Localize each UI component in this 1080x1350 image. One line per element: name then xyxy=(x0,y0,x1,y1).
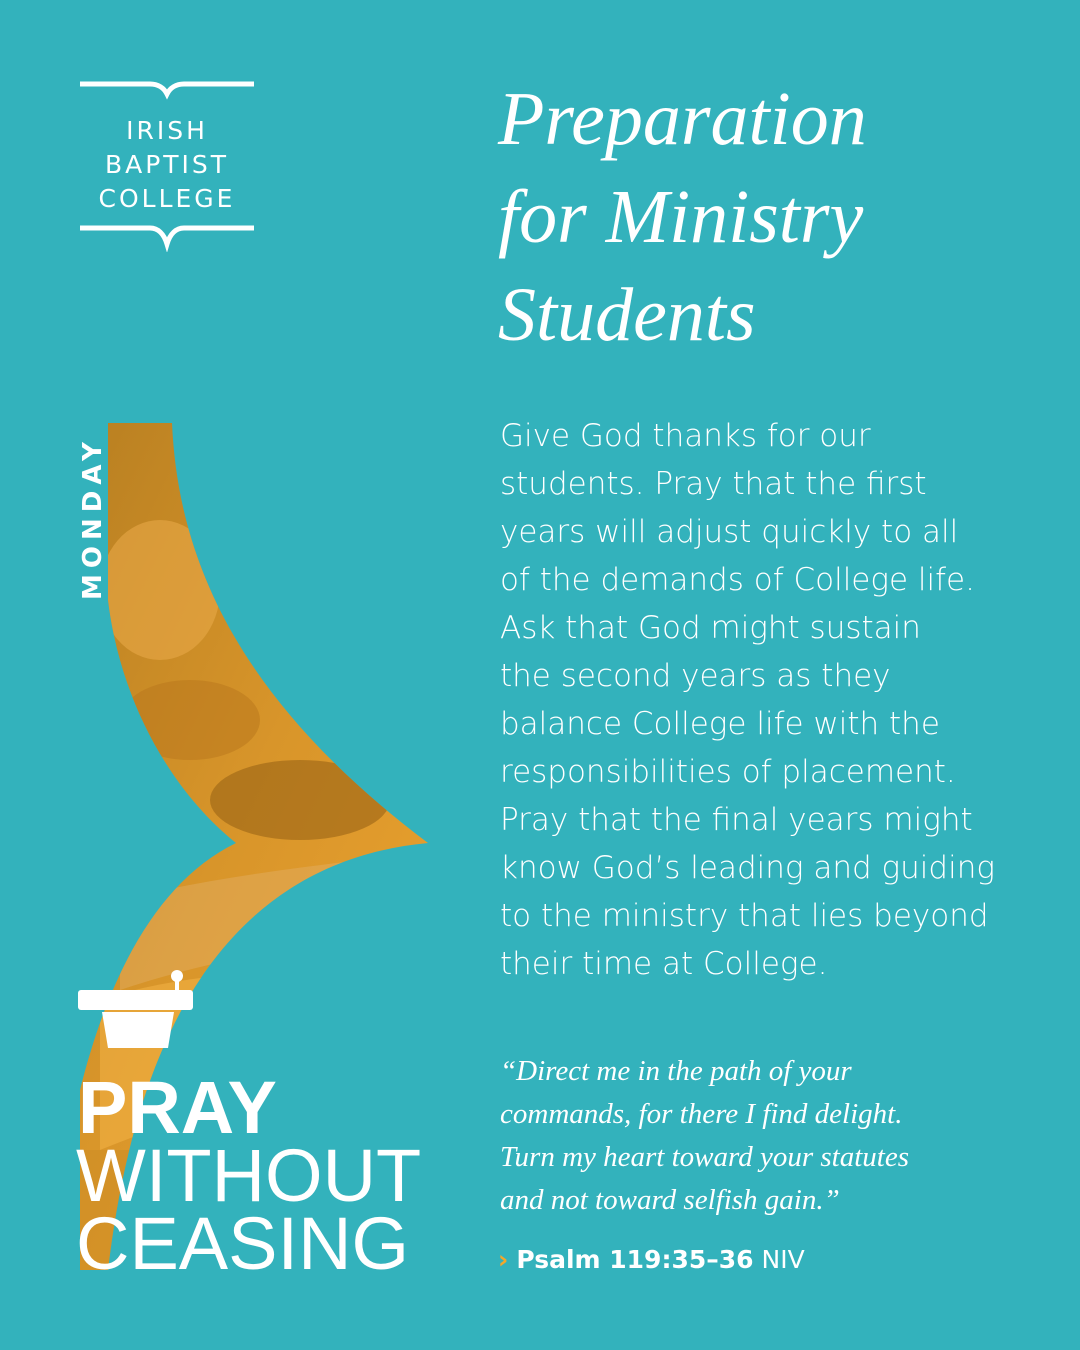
quote-line: and not toward selfish gain.” xyxy=(500,1184,840,1216)
logo-line-irish: IRISH xyxy=(126,116,208,145)
page-title xyxy=(498,70,1058,364)
body-line: know God’s leading and guiding xyxy=(500,850,995,886)
body-line: students. Pray that the first xyxy=(500,466,927,502)
college-logo xyxy=(78,78,256,252)
scripture-reference xyxy=(498,1240,805,1280)
body-line: Ask that God might sustain xyxy=(500,610,921,646)
title-line: for Ministry xyxy=(498,175,864,259)
prayer-body-text xyxy=(500,412,1060,988)
body-line: years will adjust quickly to all xyxy=(500,514,959,550)
chevron-right-icon: › xyxy=(498,1245,509,1274)
campaign-pray: PRAY xyxy=(78,1066,277,1149)
quote-line: commands, for there I find delight. xyxy=(500,1098,903,1130)
body-line: balance College life with the xyxy=(500,706,940,742)
reference-version: NIV xyxy=(761,1245,805,1274)
scripture-quote xyxy=(500,1050,1060,1222)
quote-line: Turn my heart toward your statutes xyxy=(500,1141,909,1173)
body-line: Pray that the final years might xyxy=(500,802,973,838)
body-line: their time at College. xyxy=(500,946,828,982)
body-line: the second years as they xyxy=(500,658,891,694)
podium-icon xyxy=(78,968,198,1050)
logo-line-baptist: BAPTIST xyxy=(104,150,230,179)
day-label: MONDAY xyxy=(78,436,108,600)
body-line: to the ministry that lies beyond xyxy=(500,898,989,934)
title-line: Preparation xyxy=(498,77,867,161)
body-line: responsibilities of placement. xyxy=(500,754,956,790)
title-line: Students xyxy=(498,273,756,357)
quote-line: “Direct me in the path of your xyxy=(500,1055,852,1087)
campaign-ceasing: CEASING xyxy=(76,1202,410,1285)
body-line: of the demands of College life. xyxy=(500,562,975,598)
logo-line-college: COLLEGE xyxy=(98,184,236,213)
reference-text: Psalm 119:35–36 xyxy=(516,1245,754,1274)
campaign-without: WITHOUT xyxy=(76,1134,422,1217)
body-line: Give God thanks for our xyxy=(500,418,871,454)
